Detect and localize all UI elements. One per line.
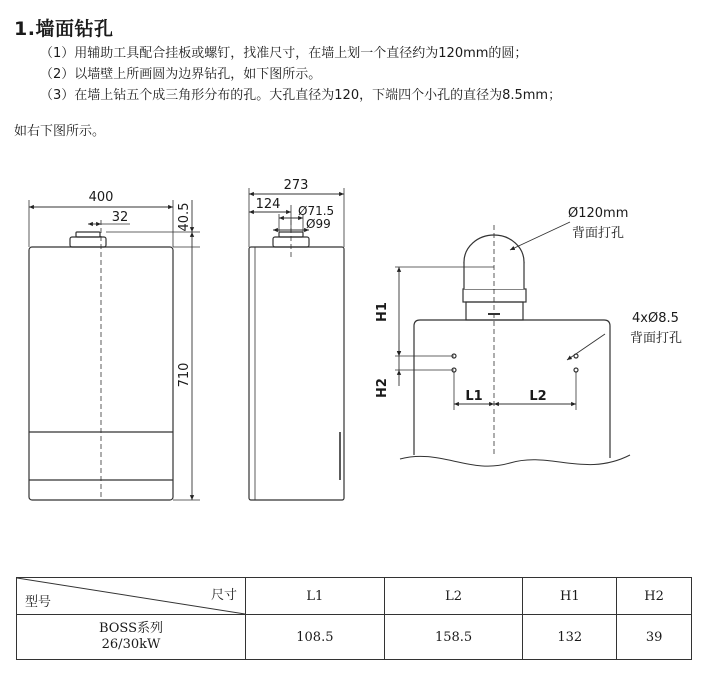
table-header-row: [17, 578, 692, 615]
front-offset-label: 32: [111, 210, 129, 225]
col-header: L2: [384, 578, 523, 615]
pipe-inner-label: Ø99: [306, 217, 331, 231]
table-corner-cell: [17, 578, 246, 615]
table-row: [17, 615, 692, 660]
model-power: 26/30kW: [101, 637, 161, 652]
small-holes-note: 背面打孔: [630, 331, 683, 346]
dimension-table: [16, 577, 692, 660]
col-header: L1: [246, 578, 385, 615]
front-view: [29, 200, 200, 500]
front-height-label: 710: [177, 362, 192, 388]
l2-label: L2: [529, 389, 547, 404]
l1-label: L1: [465, 389, 483, 404]
col-header: H2: [617, 578, 692, 615]
small-holes-label: 4xØ8.5: [632, 311, 679, 326]
big-hole-note: 背面打孔: [572, 226, 625, 241]
step-1: （1）用辅助工具配合挂板或螺钉，找准尺寸，在墙上划一个直径约为120mm的圆；: [40, 46, 528, 61]
side-view: [249, 188, 344, 500]
value-cell: 39: [617, 615, 692, 660]
front-top-height-label: 40.5: [177, 202, 192, 232]
value-cell: 158.5: [384, 615, 523, 660]
header-size: 尺寸: [210, 588, 237, 603]
model-cell: [17, 615, 246, 660]
side-depth-label: 273: [283, 178, 309, 193]
boiler-side-body: [249, 247, 344, 500]
section-title: 1.墙面钻孔: [14, 18, 114, 40]
wall-view: [395, 222, 630, 466]
side-offset-label: 124: [255, 197, 281, 212]
big-hole-ring: [466, 302, 523, 320]
value-cell: 108.5: [246, 615, 385, 660]
value-cell: 132: [523, 615, 617, 660]
wall-outline: [414, 320, 610, 458]
front-width-label: 400: [88, 190, 114, 205]
big-hole-label: Ø120mm: [568, 206, 629, 221]
step-2: （2）以墙壁上所画圆为边界钻孔，如下图所示。: [40, 67, 322, 82]
wall-break-line: [400, 455, 630, 466]
h2-label: H2: [375, 378, 390, 398]
pipe-outer-label: Ø71.5: [298, 204, 335, 218]
header-model: 型号: [25, 595, 52, 610]
model-name: BOSS系列: [98, 621, 164, 636]
small-hole-right-bottom: [574, 368, 578, 372]
figure-note: 如右下图所示。: [14, 124, 106, 139]
step-3: （3）在墙上钻五个成三角形分布的孔。大孔直径为120，下端四个小孔的直径为8.5mm；: [40, 88, 562, 103]
h1-label: H1: [375, 302, 390, 322]
col-header: H1: [523, 578, 617, 615]
